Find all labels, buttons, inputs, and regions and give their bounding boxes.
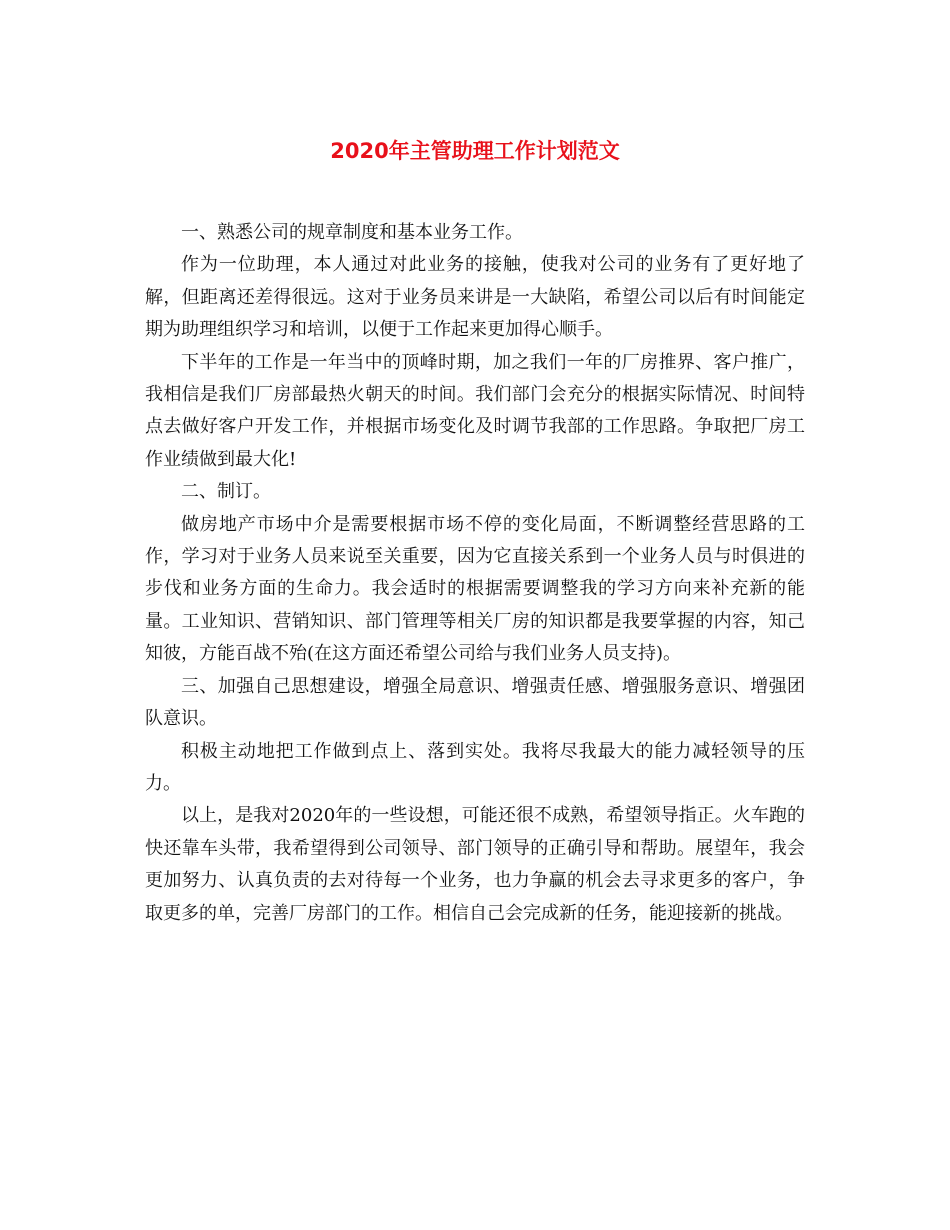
paragraph: 做房地产市场中介是需要根据市场不停的变化局面，不断调整经营思路的工作，学习对于业务人员来说至关重要，因为它直接关系到一个业务人员与时俱进的步伐和业务方面的生命力。我会适时的根据需要调整我的学习方向来补充新的能量。工业知识、营销知识、部门管理等相关厂房的知识都是我要掌握的内容，知己知彼，方能百战不殆(在这方面还希望公司给与我们业务人员支持)。 [145,513,805,665]
document-body [145,217,805,930]
paragraph: 下半年的工作是一年当中的顶峰时期，加之我们一年的厂房推界、客户推广，我相信是我们厂房部最热火朝天的时间。我们部门会充分的根据实际情况、时间特点去做好客户开发工作，并根据市场变化及时调节我部的工作思路。争取把厂房工作业绩做到最大化! [145,351,805,470]
section-heading-2: 二、制订。 [181,481,271,503]
paragraph: 以上，是我对2020年的一些设想，可能还很不成熟，希望领导指正。火车跑的快还靠车头带，我希望得到公司领导、部门领导的正确引导和帮助。展望年，我会更加努力、认真负责的去对待每一个业务，也力争赢的机会去寻求更多的客户，争取更多的单，完善厂房部门的工作。相信自己会完成新的任务，能迎接新的挑战。 [145,805,805,924]
paragraph: 作为一位助理，本人通过对此业务的接触，使我对公司的业务有了更好地了解，但距离还差得很远。这对于业务员来讲是一大缺陷，希望公司以后有时间能定期为助理组织学习和培训，以便于工作起来更加得心顺手。 [145,254,805,341]
section-heading-1: 一、熟悉公司的规章制度和基本业务工作。 [181,222,523,243]
paragraph: 积极主动地把工作做到点上、落到实处。我将尽我最大的能力减轻领导的压力。 [145,740,805,794]
document-title: 2020年主管助理工作计划范文 [330,139,620,163]
section-heading-3: 三、加强自己思想建设，增强全局意识、增强责任感、增强服务意识、增强团队意识。 [145,675,805,730]
